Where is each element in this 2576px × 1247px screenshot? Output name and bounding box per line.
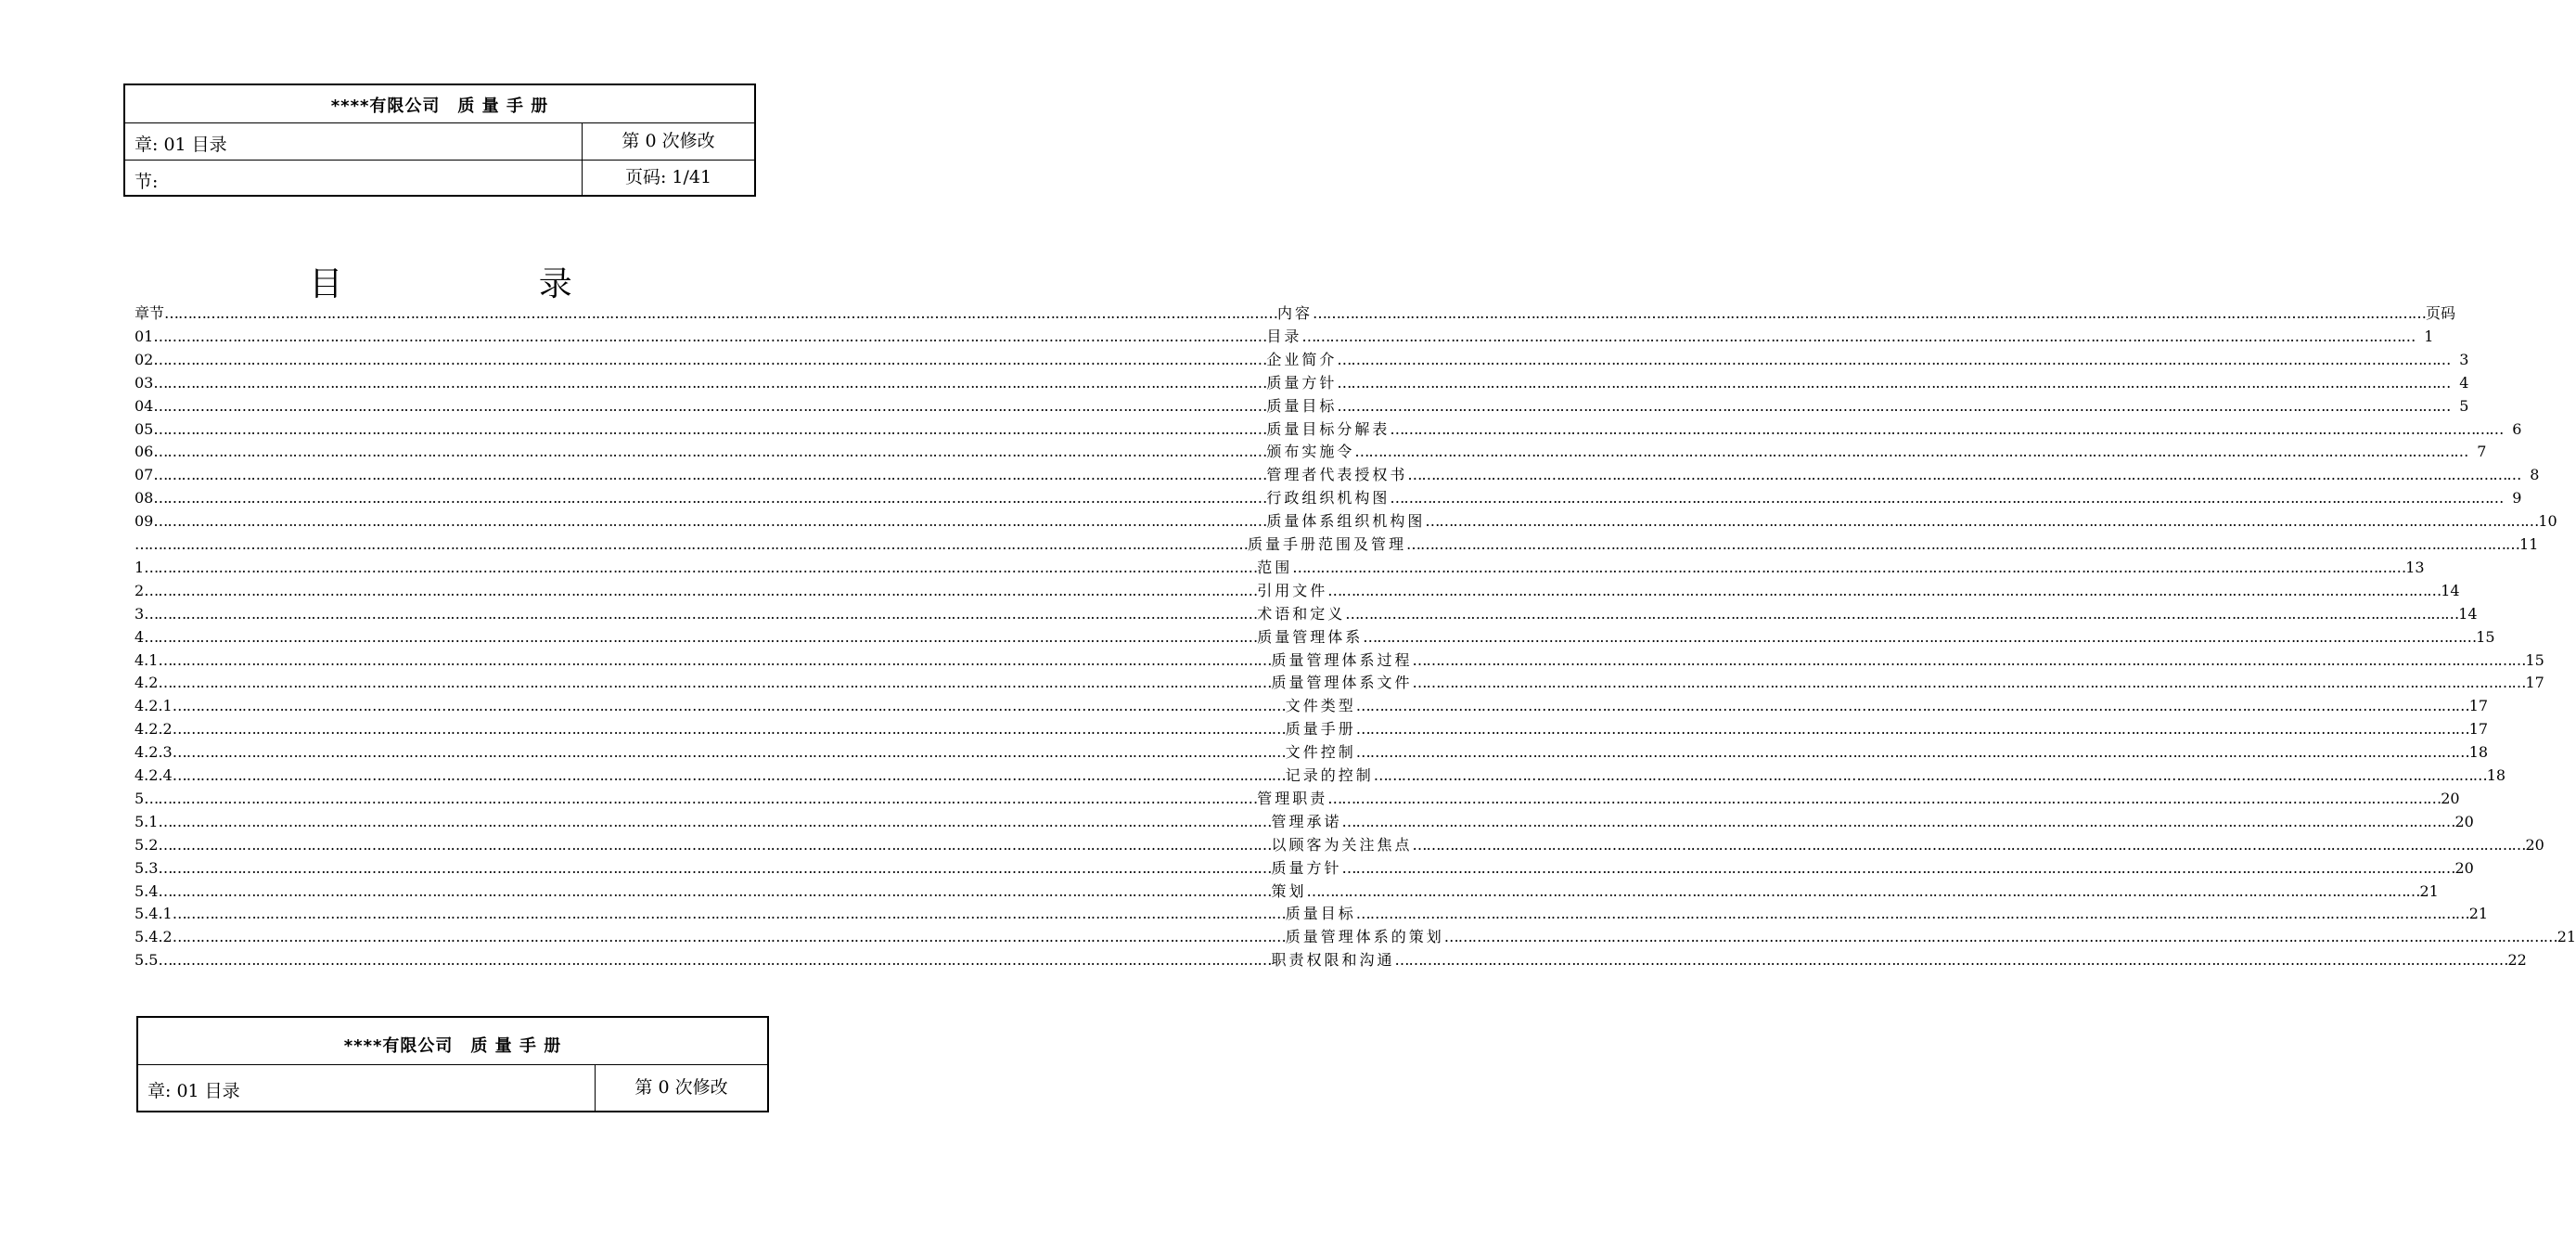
toc-row <box>135 718 2489 740</box>
toc-chapter-number: 01 <box>135 327 154 345</box>
toc-page-number: 22 <box>2507 951 2527 970</box>
toc-entry-title: 行政组织机构图 <box>1266 489 1391 508</box>
toc-row <box>135 418 2522 441</box>
toc-page-number: 20 <box>2441 789 2460 807</box>
page-header-table-2 <box>136 1016 769 1112</box>
toc-leader-dots: …………………………………………………………………………………………………………………………………………………………………………………………………………………… <box>144 581 1258 599</box>
toc-entry-title: 记录的控制 <box>1285 766 1374 784</box>
header-revision: 第 0 次修改 <box>582 122 754 160</box>
toc-row <box>135 788 2460 810</box>
toc-leader-dots: …………………………………………………………………………………………………………………………………………………………………………………………………………………… <box>172 697 1286 715</box>
toc-entry-title: 质量方针 <box>1271 858 1342 877</box>
toc-entry-title: 质量方针 <box>1266 373 1338 392</box>
toc-entry-title: 质量目标分解表 <box>1266 419 1391 438</box>
toc-row <box>135 510 2557 533</box>
toc-page-number: 21 <box>2557 928 2576 946</box>
toc-entry-title: 以顾客为关注焦点 <box>1271 835 1413 854</box>
toc-page-number: 18 <box>2468 743 2489 762</box>
toc-entry-title: 术语和定义 <box>1257 604 1346 623</box>
header-section: 节: <box>135 172 159 192</box>
toc-page-number: 3 <box>2459 350 2469 368</box>
toc-chapter-number: 2 <box>135 581 145 599</box>
toc-chapter-number: 06 <box>135 443 154 461</box>
toc-page-number: 1 <box>2424 327 2434 345</box>
toc-entry-title: 目录 <box>1266 327 1302 345</box>
toc-entry-title: 质量目标 <box>1266 396 1338 415</box>
header-row-section <box>125 160 754 197</box>
toc-leader-dots: …………………………………………………………………………………………………………………………………………………………………………………………………………………… <box>1306 881 2420 900</box>
toc-page-number: 10 <box>2538 512 2557 531</box>
toc-leader-dots: …………………………………………………………………………………………………………………………………………………………………………………………………………………… <box>1292 558 2406 576</box>
toc-entry-title: 企业简介 <box>1266 350 1338 368</box>
toc-chapter-number: 07 <box>135 466 154 484</box>
toc-chapter-number: 4.2.4 <box>135 766 173 784</box>
toc-heading-chapter: 章节 <box>135 304 165 322</box>
toc-chapter-number: 4 <box>135 627 145 646</box>
toc-page-number: 17 <box>2525 674 2544 692</box>
toc-leader-dots: …………………………………………………………………………………………………………………………………………………………………………………………………………………… <box>1327 789 2441 807</box>
toc-leader-dots: …………………………………………………………………………………………………………………………………………………………………………………………………………………… <box>158 674 1272 692</box>
toc-leader-dots: …………………………………………………………………………………………………………………………………………………………………………………………………………………… <box>1337 396 2451 415</box>
toc-leader-dots: …………………………………………………………………………………………………………………………………………………………………………………………………………………… <box>1355 720 2469 739</box>
toc-chapter-number: 09 <box>135 512 154 531</box>
toc-page-number: 11 <box>2519 535 2539 553</box>
toc-row <box>135 534 2539 556</box>
toc-entry-title: 质量管理体系文件 <box>1271 674 1413 692</box>
toc-entry-title: 质量目标 <box>1285 905 1356 923</box>
toc-page-number: 21 <box>2419 881 2439 900</box>
toc-chapter-number: 4.2.3 <box>135 743 173 762</box>
header-row-chapter <box>125 122 754 160</box>
toc-leader-dots: …………………………………………………………………………………………………………………………………………………………………………………………………………………… <box>1407 466 2521 484</box>
toc-page-number: 20 <box>2525 835 2544 854</box>
toc-leader-dots: …………………………………………………………………………………………………………………………………………………………………………………………………………………… <box>153 373 1267 392</box>
toc-entry-title: 质量管理体系过程 <box>1271 650 1413 669</box>
toc-entry-title: 文件类型 <box>1285 697 1356 715</box>
toc-chapter-number: 5.4.1 <box>135 905 173 923</box>
page-header-table <box>123 84 756 197</box>
toc-entry-title: 颁布实施令 <box>1266 443 1355 461</box>
toc-leader-dots: …………………………………………………………………………………………………………………………………………………………………………………………………………………… <box>1390 489 2504 508</box>
toc-page-number: 5 <box>2459 396 2469 415</box>
header-chapter: 章: 01 目录 <box>135 135 227 155</box>
toc-row <box>135 949 2527 971</box>
toc-leader-dots: …………………………………………………………………………………………………………………………………………………………………………………………………………………… <box>1301 327 2416 345</box>
toc-row <box>135 834 2544 856</box>
toc-leader-dots: …………………………………………………………………………………………………………………………………………………………………………………………………………………… <box>172 743 1286 762</box>
toc-page-number: 17 <box>2468 697 2489 715</box>
toc-leader-dots: …………………………………………………………………………………………………………………………………………………………………………………………………………………… <box>1412 835 2526 854</box>
toc-row <box>135 349 2469 371</box>
toc-row <box>135 649 2544 672</box>
toc-row <box>135 580 2460 602</box>
header-chapter: 章: 01 目录 <box>147 1081 240 1101</box>
toc-entry-title: 质量体系组织机构图 <box>1266 512 1426 531</box>
toc-leader-dots: …………………………………………………………………………………………………………………………………………………………………………………………………………………… <box>164 304 1278 322</box>
toc-row <box>135 464 2540 486</box>
toc-chapter-number: 03 <box>135 373 154 392</box>
toc-leader-dots: …………………………………………………………………………………………………………………………………………………………………………………………………………………… <box>158 835 1272 854</box>
toc-page-number: 21 <box>2468 905 2489 923</box>
toc-page-number: 13 <box>2405 558 2425 576</box>
toc-chapter-number: 5.5 <box>135 951 159 970</box>
header-page-number: 页码: 1/41 <box>582 160 754 195</box>
toc-leader-dots: …………………………………………………………………………………………………………………………………………………………………………………………………………………… <box>1390 419 2504 438</box>
toc-heading-page: 页码 <box>2426 304 2456 322</box>
toc-leader-dots: …………………………………………………………………………………………………………………………………………………………………………………………………………………… <box>158 858 1272 877</box>
toc-leader-dots: …………………………………………………………………………………………………………………………………………………………………………………………………………………… <box>1337 373 2451 392</box>
toc-row <box>135 926 2576 948</box>
toc-leader-dots: …………………………………………………………………………………………………………………………………………………………………………………………………………………… <box>1394 951 2508 970</box>
toc-leader-dots: …………………………………………………………………………………………………………………………………………………………………………………………………………………… <box>158 881 1272 900</box>
toc-row <box>135 881 2439 903</box>
toc-chapter-number: 4.1 <box>135 650 159 669</box>
toc-leader-dots: …………………………………………………………………………………………………………………………………………………………………………………………………………………… <box>1341 812 2455 830</box>
toc-page-number: 6 <box>2512 419 2522 438</box>
toc-leader-dots: …………………………………………………………………………………………………………………………………………………………………………………………………………………… <box>158 951 1272 970</box>
toc-chapter-number: 05 <box>135 419 154 438</box>
toc-leader-dots: …………………………………………………………………………………………………………………………………………………………………………………………………………………… <box>153 512 1267 531</box>
header-revision: 第 0 次修改 <box>595 1064 767 1111</box>
toc-row <box>135 603 2478 625</box>
toc-leader-dots: …………………………………………………………………………………………………………………………………………………………………………………………………………………… <box>1412 650 2526 669</box>
toc-leader-dots: …………………………………………………………………………………………………………………………………………………………………………………………………………………… <box>153 327 1267 345</box>
toc-entry-title: 文件控制 <box>1285 743 1356 762</box>
toc-leader-dots: …………………………………………………………………………………………………………………………………………………………………………………………………………………… <box>144 627 1258 646</box>
toc-leader-dots: …………………………………………………………………………………………………………………………………………………………………………………………………………………… <box>1412 674 2526 692</box>
toc-entry-title: 策划 <box>1271 881 1307 900</box>
toc-chapter-number: 02 <box>135 350 154 368</box>
header-row-chapter <box>138 1064 767 1112</box>
toc-leader-dots: …………………………………………………………………………………………………………………………………………………………………………………………………………………… <box>144 558 1258 576</box>
toc-row <box>135 811 2474 833</box>
toc-leader-dots: …………………………………………………………………………………………………………………………………………………………………………………………………………………… <box>172 928 1286 946</box>
toc-entry-title: 管理承诺 <box>1271 812 1342 830</box>
toc-entry-title: 引用文件 <box>1257 581 1328 599</box>
toc-entry-title: 质量手册范围及管理 <box>1248 535 1407 553</box>
toc-leader-dots: …………………………………………………………………………………………………………………………………………………………………………………………………………………… <box>172 766 1286 784</box>
toc-leader-dots: …………………………………………………………………………………………………………………………………………………………………………………………………………………… <box>1345 604 2459 623</box>
toc-leader-dots: …………………………………………………………………………………………………………………………………………………………………………………………………………………… <box>1355 905 2469 923</box>
toc-chapter-number: 5.4.2 <box>135 928 173 946</box>
toc-page-number: 15 <box>2476 627 2495 646</box>
toc-page-number: 18 <box>2486 766 2506 784</box>
toc-entry-title: 管理职责 <box>1257 789 1328 807</box>
toc-leader-dots: …………………………………………………………………………………………………………………………………………………………………………………………………………………… <box>1327 581 2441 599</box>
toc-row <box>135 695 2489 717</box>
toc-leader-dots: …………………………………………………………………………………………………………………………………………………………………………………………………………………… <box>144 604 1258 623</box>
toc-row <box>135 326 2434 348</box>
toc-row <box>135 857 2474 880</box>
toc-heading-row <box>135 302 2456 325</box>
toc-leader-dots: …………………………………………………………………………………………………………………………………………………………………………………………………………………… <box>1373 766 2487 784</box>
toc-page-number: 17 <box>2468 720 2489 739</box>
toc-page-number: 14 <box>2441 581 2460 599</box>
toc-page-number: 20 <box>2454 812 2474 830</box>
toc-row <box>135 372 2469 394</box>
toc-leader-dots: …………………………………………………………………………………………………………………………………………………………………………………………………………………… <box>135 535 1248 553</box>
toc-leader-dots: …………………………………………………………………………………………………………………………………………………………………………………………………………………… <box>144 789 1258 807</box>
toc-leader-dots: …………………………………………………………………………………………………………………………………………………………………………………………………………………… <box>172 905 1286 923</box>
toc-entry-title: 职责权限和沟通 <box>1271 951 1395 970</box>
toc-chapter-number: 4.2.1 <box>135 697 173 715</box>
toc-leader-dots: …………………………………………………………………………………………………………………………………………………………………………………………………………………… <box>1355 743 2469 762</box>
header-title: ****有限公司 质 量 手 册 <box>330 96 549 116</box>
toc-leader-dots: …………………………………………………………………………………………………………………………………………………………………………………………………………………… <box>158 650 1272 669</box>
toc-entry-title: 管理者代表授权书 <box>1266 466 1408 484</box>
toc-row <box>135 903 2489 925</box>
toc-page-number: 20 <box>2454 858 2474 877</box>
toc-leader-dots: …………………………………………………………………………………………………………………………………………………………………………………………………………………… <box>1443 928 2557 946</box>
toc-row <box>135 395 2469 418</box>
toc-chapter-number: 3 <box>135 604 145 623</box>
toc-row <box>135 765 2506 787</box>
toc-heading-content: 内容 <box>1277 304 1314 322</box>
toc-row <box>135 626 2495 649</box>
toc-chapter-number: 1 <box>135 558 145 576</box>
toc-row <box>135 741 2489 764</box>
toc-page-number: 14 <box>2458 604 2478 623</box>
toc-chapter-number: 5.2 <box>135 835 159 854</box>
toc-leader-dots: …………………………………………………………………………………………………………………………………………………………………………………………………………………… <box>172 720 1286 739</box>
toc-page-number: 15 <box>2525 650 2544 669</box>
document-title: 目 录 <box>309 265 665 303</box>
toc-leader-dots: …………………………………………………………………………………………………………………………………………………………………………………………………………………… <box>1355 697 2469 715</box>
toc-leader-dots: …………………………………………………………………………………………………………………………………………………………………………………………………………………… <box>1354 443 2468 461</box>
toc-row <box>135 487 2522 509</box>
toc-chapter-number: 04 <box>135 396 154 415</box>
toc-entry-title: 质量手册 <box>1285 720 1356 739</box>
toc-page-number: 7 <box>2477 443 2487 461</box>
toc-entry-title: 质量管理体系 <box>1257 627 1364 646</box>
toc-chapter-number: 5 <box>135 789 145 807</box>
toc-entry-title: 范围 <box>1257 558 1293 576</box>
toc-page-number: 8 <box>2530 466 2540 484</box>
toc-page-number: 4 <box>2459 373 2469 392</box>
toc-chapter-number: 4.2.2 <box>135 720 173 739</box>
toc-leader-dots: …………………………………………………………………………………………………………………………………………………………………………………………………………………… <box>153 443 1267 461</box>
toc-chapter-number: 5.3 <box>135 858 159 877</box>
toc-leader-dots: …………………………………………………………………………………………………………………………………………………………………………………………………………………… <box>1313 304 2427 322</box>
header-title: ****有限公司 质 量 手 册 <box>343 1036 562 1056</box>
toc-leader-dots: …………………………………………………………………………………………………………………………………………………………………………………………………………………… <box>158 812 1272 830</box>
toc-leader-dots: …………………………………………………………………………………………………………………………………………………………………………………………………………………… <box>153 419 1267 438</box>
toc-leader-dots: …………………………………………………………………………………………………………………………………………………………………………………………………………………… <box>1406 535 2520 553</box>
toc-leader-dots: …………………………………………………………………………………………………………………………………………………………………………………………………………………… <box>153 350 1267 368</box>
toc-chapter-number: 5.4 <box>135 881 159 900</box>
toc-leader-dots: …………………………………………………………………………………………………………………………………………………………………………………………………………………… <box>153 396 1267 415</box>
toc-page-number: 9 <box>2512 489 2522 508</box>
toc-leader-dots: …………………………………………………………………………………………………………………………………………………………………………………………………………………… <box>1337 350 2451 368</box>
toc-leader-dots: …………………………………………………………………………………………………………………………………………………………………………………………………………………… <box>153 466 1267 484</box>
toc-leader-dots: …………………………………………………………………………………………………………………………………………………………………………………………………………………… <box>1341 858 2455 877</box>
toc-leader-dots: …………………………………………………………………………………………………………………………………………………………………………………………………………………… <box>1425 512 2539 531</box>
toc-leader-dots: …………………………………………………………………………………………………………………………………………………………………………………………………………………… <box>153 489 1267 508</box>
toc-chapter-number: 5.1 <box>135 812 159 830</box>
toc-row <box>135 441 2487 463</box>
toc-entry-title: 质量管理体系的策划 <box>1285 928 1444 946</box>
toc-row <box>135 557 2425 579</box>
toc-chapter-number: 08 <box>135 489 154 508</box>
toc-leader-dots: …………………………………………………………………………………………………………………………………………………………………………………………………………………… <box>1363 627 2477 646</box>
toc-chapter-number: 4.2 <box>135 674 159 692</box>
toc-row <box>135 672 2544 694</box>
